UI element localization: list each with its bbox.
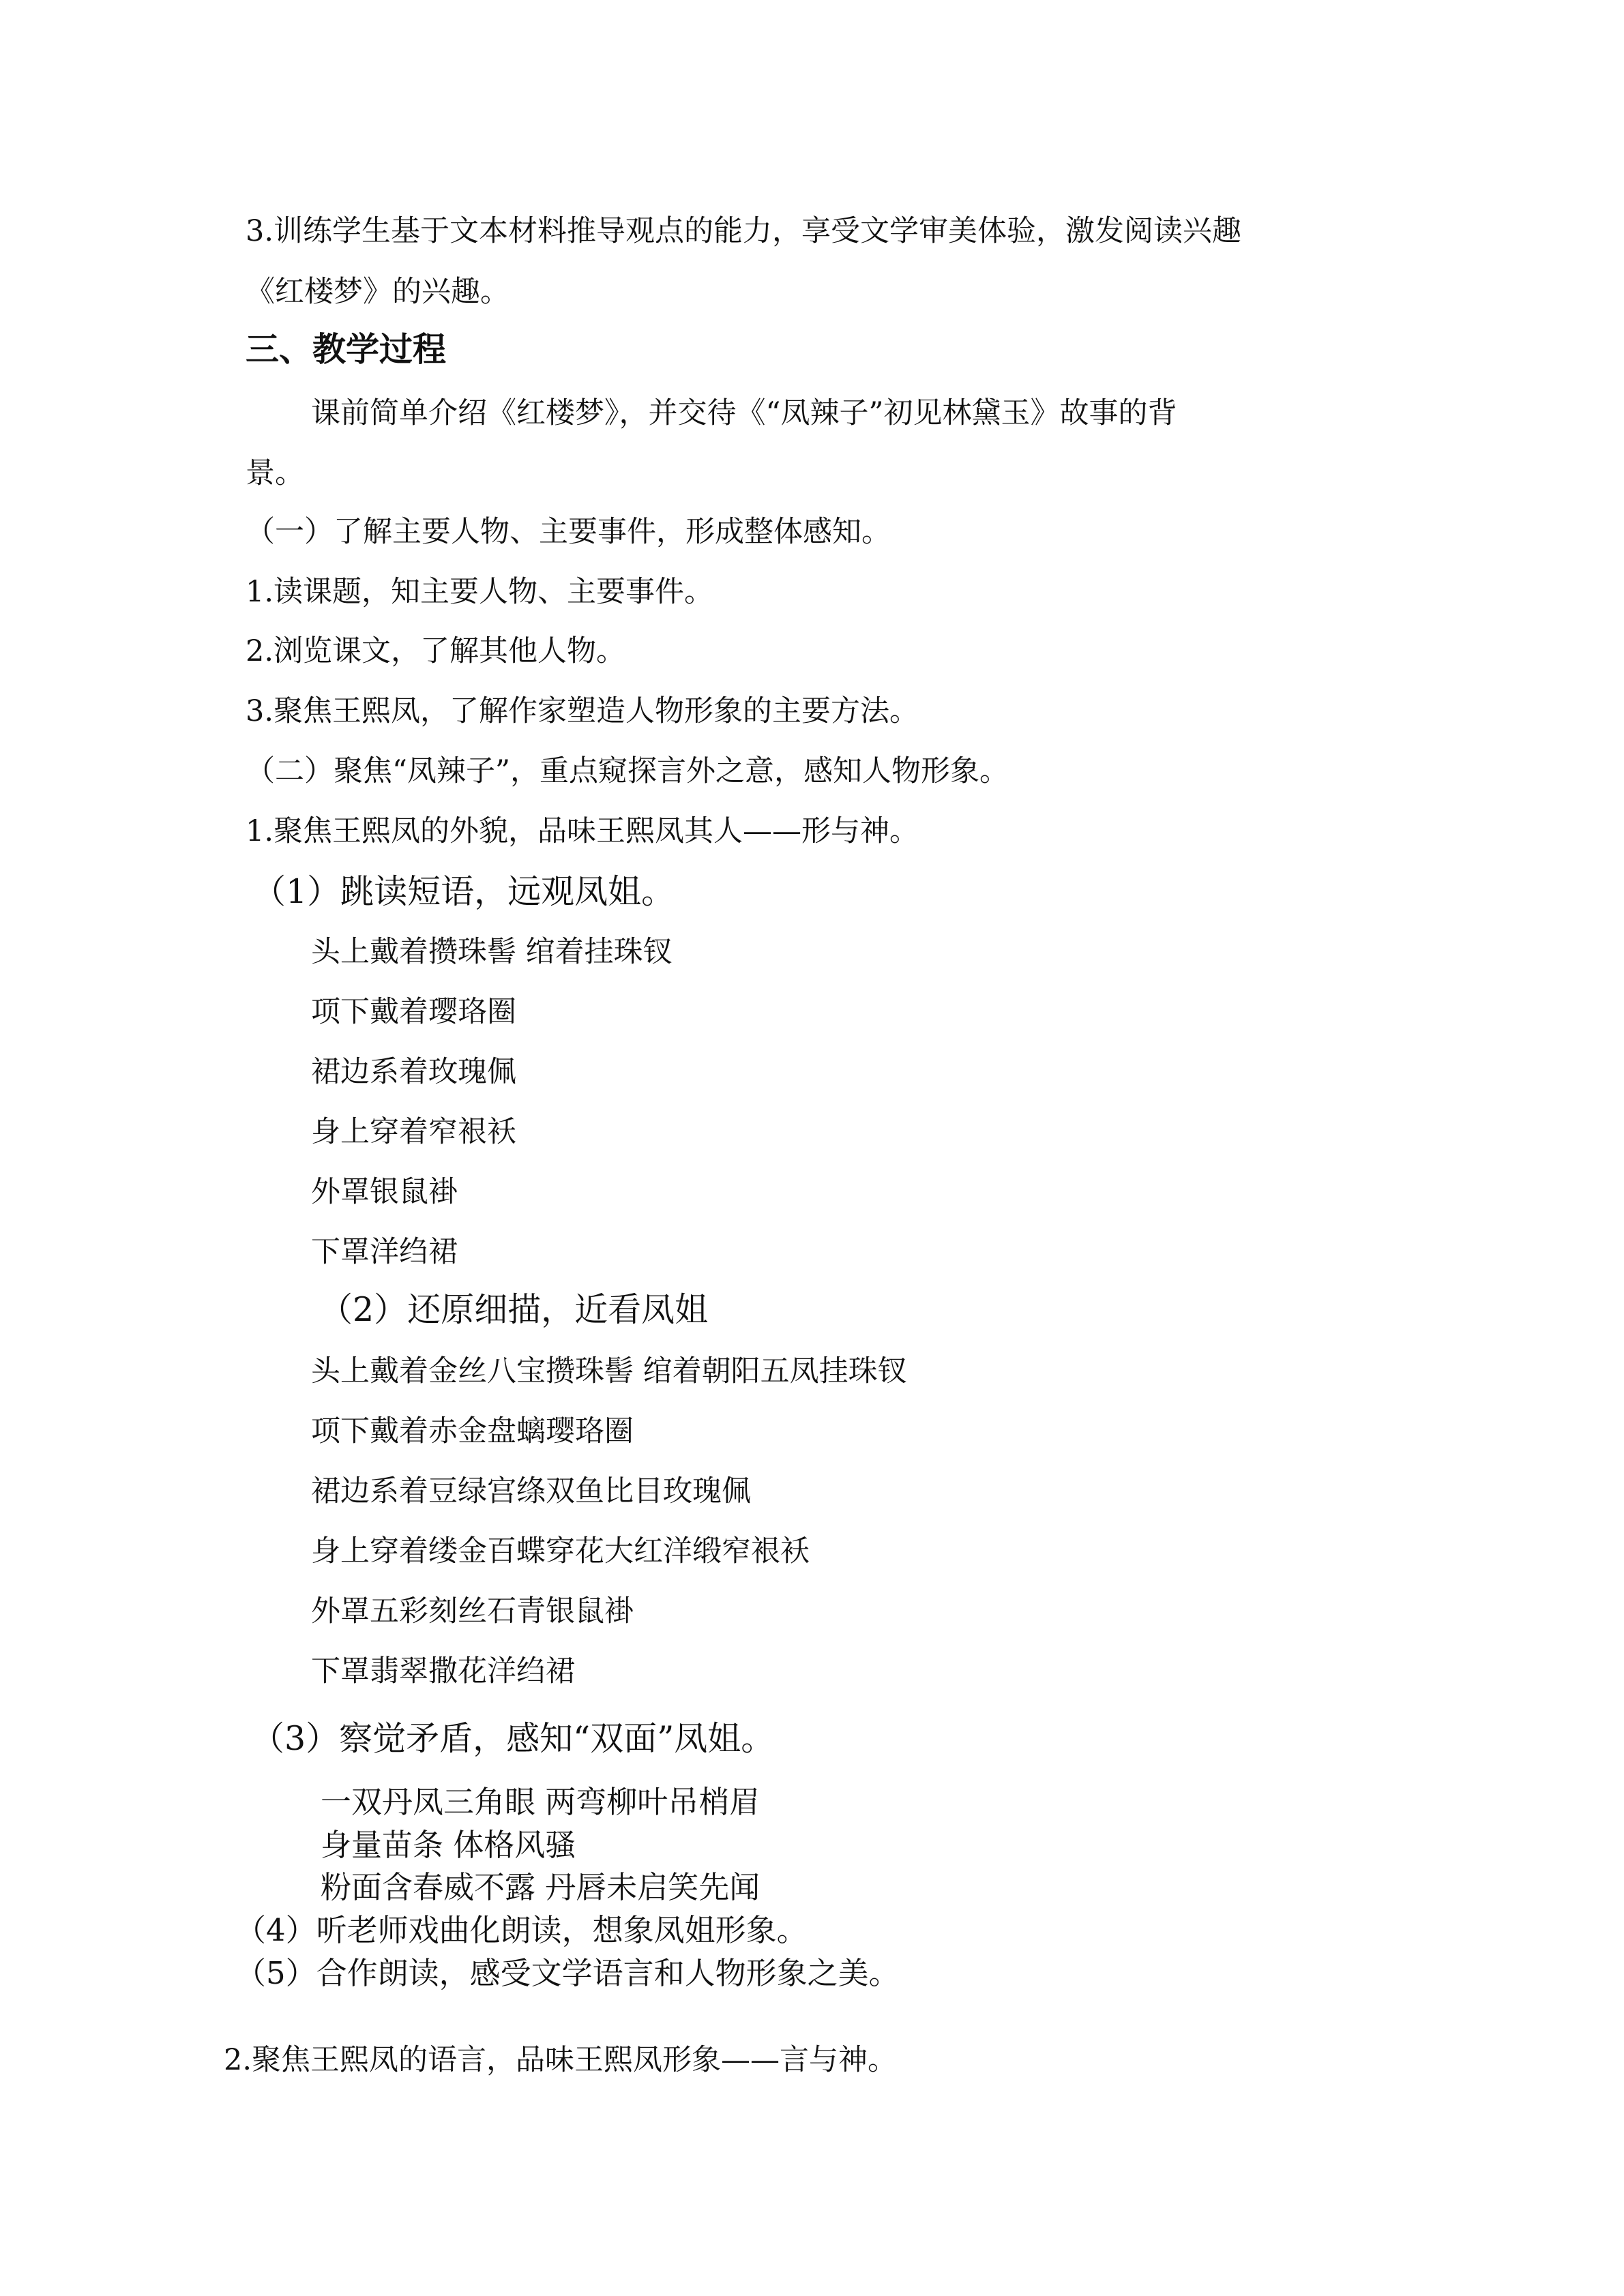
phrase-4: 身上穿着窄裉袄 (311, 1115, 516, 1149)
description-1: 一双丹凤三角眼 两弯柳叶吊梢眉 (321, 1784, 761, 1820)
detail-3: 裙边系着豆绿宫绦双鱼比目玫瑰佩 (311, 1474, 751, 1508)
activity-1-heading: （1）跳读短语，远观凤姐。 (252, 872, 675, 911)
detail-5: 外罩五彩刻丝石青银鼠褂 (311, 1594, 634, 1628)
subsection-1-heading: （一）了解主要人物、主要事件，形成整体感知。 (246, 515, 891, 549)
phrase-1: 头上戴着攒珠髻 绾着挂珠钗 (311, 935, 673, 969)
phrase-2: 项下戴着璎珞圈 (311, 995, 516, 1029)
activity-5: （5）合作朗读，感受文学语言和人物形象之美。 (235, 1955, 900, 1991)
intro-paragraph-line-2: 景。 (246, 456, 304, 490)
step-2-2: 2.聚焦王熙凤的语言，品味王熙凤形象——言与神。 (224, 2043, 898, 2077)
activity-2-heading: （2）还原细描，近看凤姐 (319, 1290, 709, 1329)
detail-2: 项下戴着赤金盘螭璎珞圈 (311, 1414, 634, 1448)
activity-4: （4）听老师戏曲化朗读，想象凤姐形象。 (235, 1912, 808, 1948)
step-1-2: 2.浏览课文，了解其他人物。 (246, 634, 626, 668)
step-1-1: 1.读课题，知主要人物、主要事件。 (246, 575, 714, 609)
intro-paragraph-line-1: 课前简单介绍《红楼梦》，并交待《“凤辣子”初见林黛玉》故事的背 (311, 396, 1177, 430)
objective-3-line-1: 3.训练学生基于文本材料推导观点的能力，享受文学审美体验，激发阅读兴趣 (246, 214, 1242, 248)
objective-3-line-2: 《红楼梦》的兴趣。 (246, 275, 510, 309)
description-3: 粉面含春威不露 丹唇未启笑先闻 (321, 1869, 761, 1905)
activity-3-heading: （3）察觉矛盾，感知“双面”凤姐。 (251, 1719, 775, 1758)
phrase-6: 下罩洋绉裙 (311, 1235, 458, 1269)
detail-6: 下罩翡翠撒花洋绉裙 (311, 1654, 575, 1688)
subsection-2-heading: （二）聚焦“凤辣子”，重点窥探言外之意，感知人物形象。 (246, 754, 1009, 788)
detail-1: 头上戴着金丝八宝攒珠髻 绾着朝阳五凤挂珠钗 (311, 1354, 907, 1388)
phrase-3: 裙边系着玫瑰佩 (311, 1055, 516, 1089)
detail-4: 身上穿着缕金百蝶穿花大红洋缎窄裉袄 (311, 1534, 810, 1568)
step-2-1: 1.聚焦王熙凤的外貌，品味王熙凤其人——形与神。 (246, 814, 919, 848)
step-1-3: 3.聚焦王熙凤，了解作家塑造人物形象的主要方法。 (246, 694, 919, 728)
description-2: 身量苗条 体格风骚 (321, 1827, 576, 1863)
section-heading-teaching-process: 三、教学过程 (246, 330, 447, 369)
phrase-5: 外罩银鼠褂 (311, 1175, 458, 1209)
